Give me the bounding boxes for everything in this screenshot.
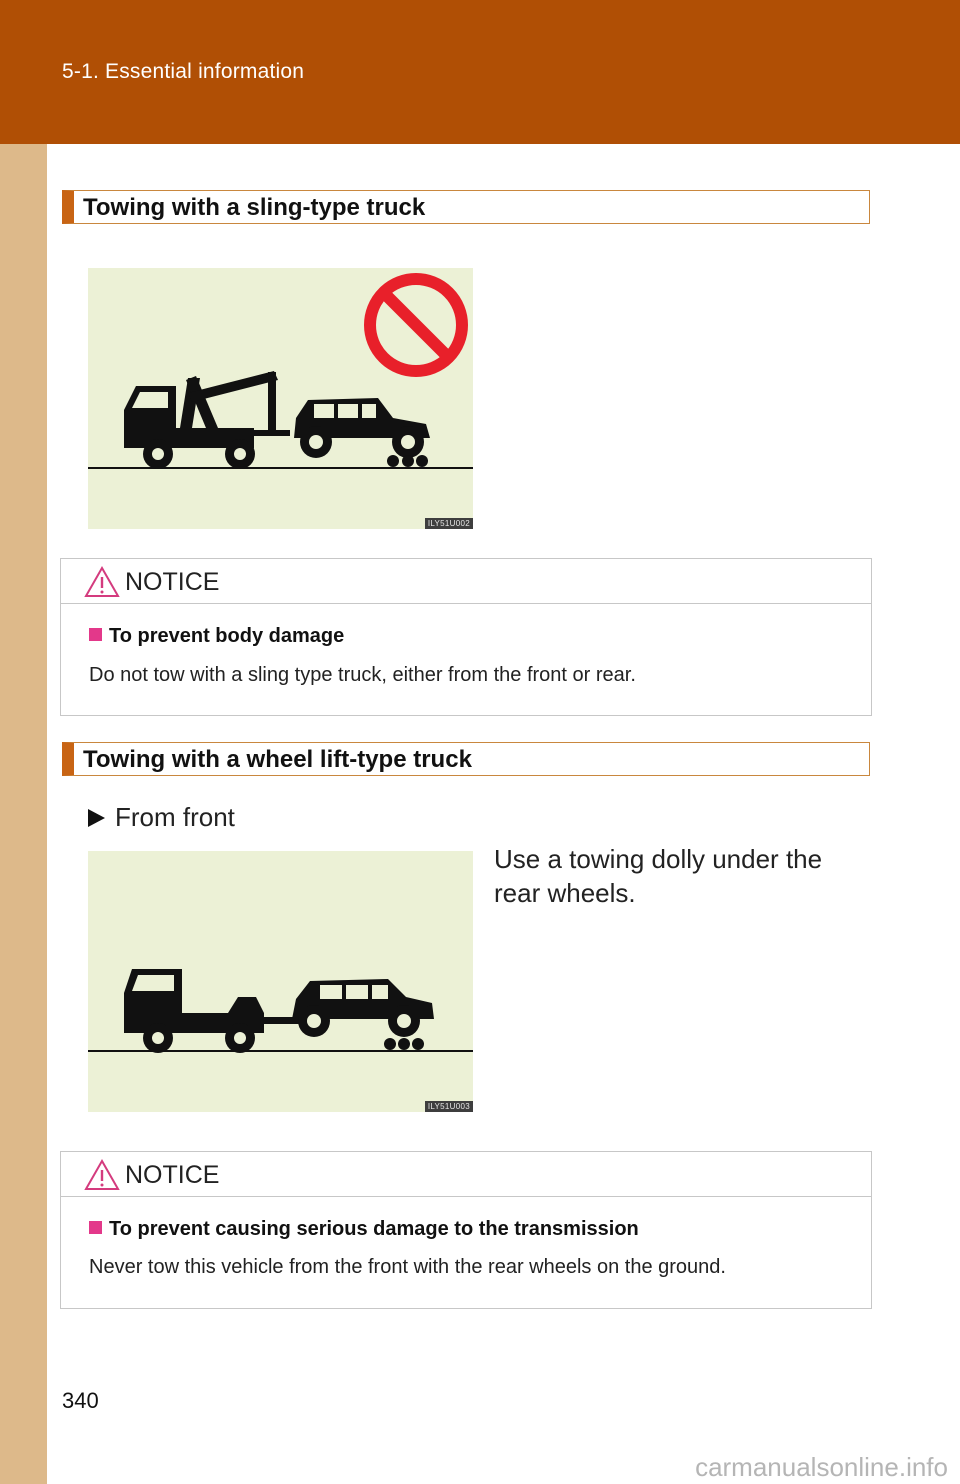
section-heading-wheel-lift xyxy=(62,742,870,776)
illustration-sling-tow xyxy=(88,268,473,529)
play-triangle-icon xyxy=(88,809,105,827)
bullet-square-icon xyxy=(89,1221,102,1234)
warning-triangle-icon xyxy=(83,1158,121,1192)
warning-triangle-icon xyxy=(83,565,121,599)
watermark: carmanualsonline.info xyxy=(695,1452,948,1482)
notice-header xyxy=(61,1152,871,1197)
image-code: ILY51U002 xyxy=(425,518,473,529)
notice-body: Do not tow with a sling type truck, either from the front or rear. xyxy=(89,664,636,686)
section-heading-text: Towing with a wheel lift-type truck xyxy=(83,746,472,773)
section-heading-sling xyxy=(62,190,870,224)
wheel-lift-tow-drawing xyxy=(88,851,473,1112)
notice-heading: To prevent causing serious damage to the transmission xyxy=(89,1218,639,1241)
section-title: 5-1. Essential information xyxy=(62,60,305,83)
subheading-from-front: From front xyxy=(88,802,235,833)
notice-body: Never tow this vehicle from the front with the rear wheels on the ground. xyxy=(89,1256,726,1278)
towing-dolly-instruction: Use a towing dolly under the rear wheels. xyxy=(494,844,823,908)
illustration-wheel-lift-tow xyxy=(88,851,473,1112)
bullet-square-icon xyxy=(89,628,102,641)
notice-box-body-damage xyxy=(60,558,872,716)
section-heading-text: Towing with a sling-type truck xyxy=(83,194,426,221)
notice-label: NOTICE xyxy=(125,568,220,596)
sling-tow-drawing xyxy=(88,268,473,529)
prohibited-sign-icon xyxy=(370,279,462,371)
notice-label: NOTICE xyxy=(125,1161,220,1189)
notice-heading: To prevent body damage xyxy=(89,625,344,648)
notice-header xyxy=(61,559,871,604)
page-number: 340 xyxy=(62,1388,99,1413)
image-code: ILY51U003 xyxy=(425,1101,473,1112)
side-strip xyxy=(0,144,47,1484)
notice-box-transmission xyxy=(60,1151,872,1309)
